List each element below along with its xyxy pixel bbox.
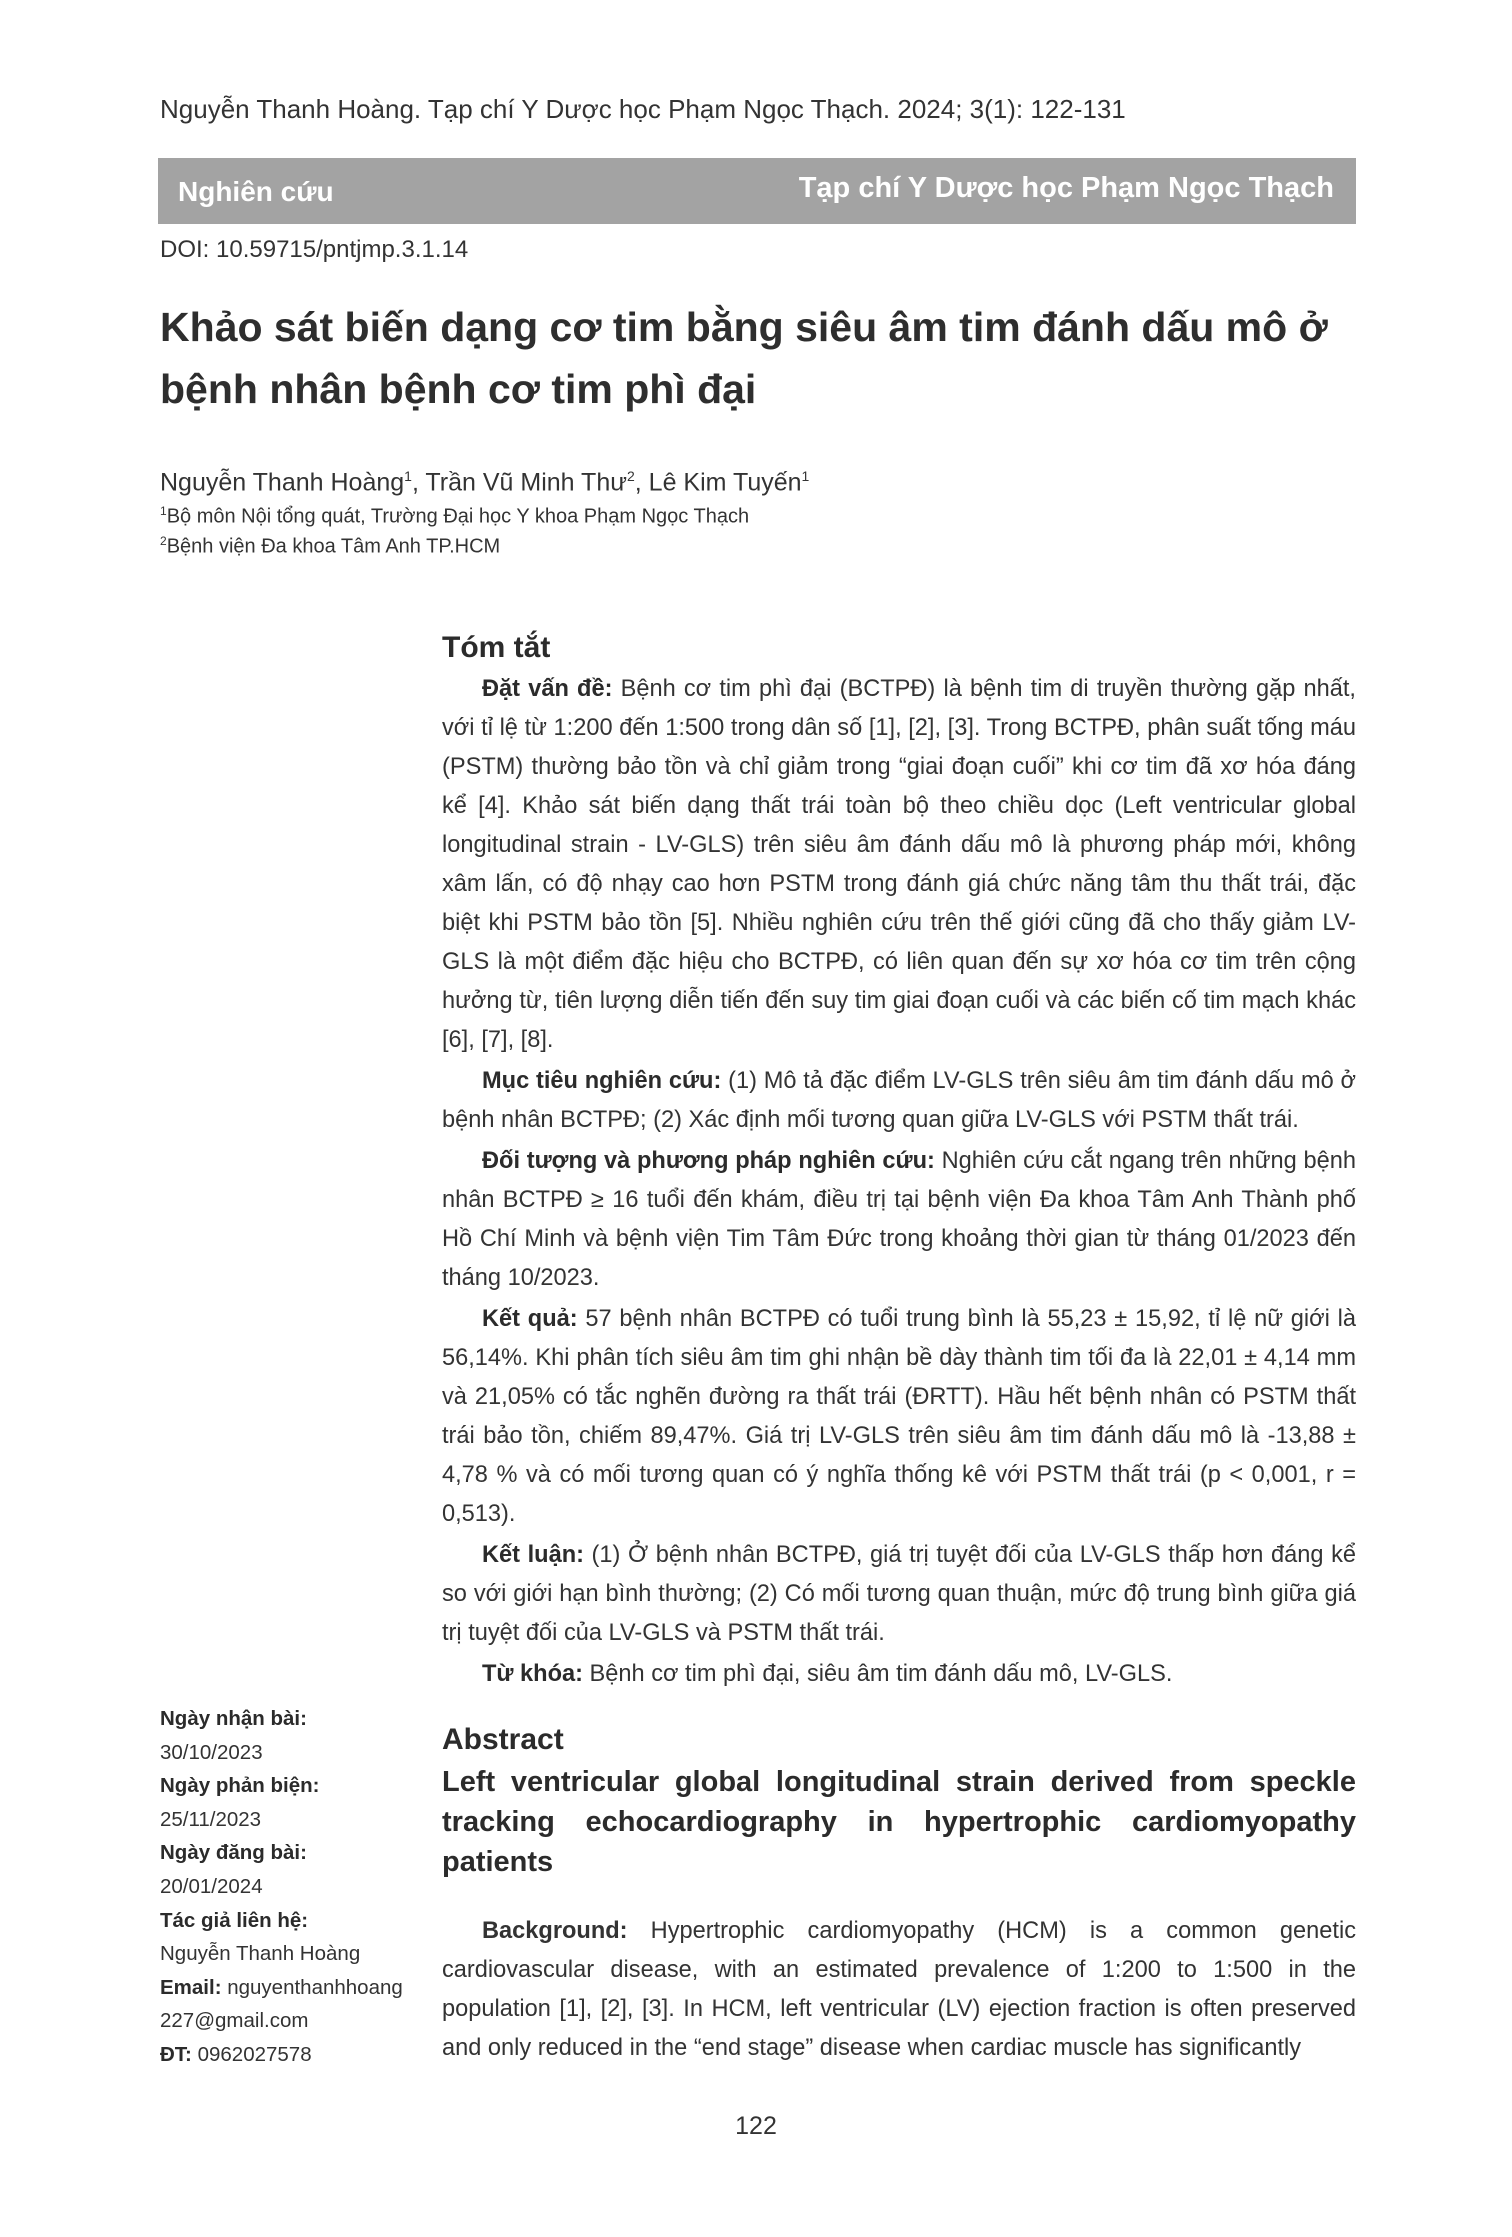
paragraph-text: Bệnh cơ tim phì đại, siêu âm tim đánh dấu mô, LV-GLS. [582,1661,1173,1687]
paragraph-text: Bệnh cơ tim phì đại (BCTPĐ) là bệnh tim di truyền thường gặp nhất, với tỉ lệ từ 1:200 đến 1:500 trong dân số [1], [2], [3]. Trong BCTPĐ, phân suất tống máu (PSTM) thường bảo tồn và chỉ giảm trong “giai đoạn cuối” khi cơ tim đã xơ hóa đáng kể [4]. Khảo sát biến dạng thất trái toàn bộ theo chiều dọc (Left ventricular global longitudinal strain - LV-GLS) trên siêu âm đánh dấu mô là phương pháp mới, không xâm lấn, có độ nhạy cao hơn PSTM trong đánh giá chức năng tâm thu thất trái, đặc biệt khi PSTM bảo tồn [5]. Nhiều nghiên cứu trên thế giới cũng đã cho thấy giảm LV-GLS là một điểm đặc hiệu cho BCTPĐ, có liên quan đến sự xơ hóa cơ tim trên cộng hưởng từ, tiên lượng diễn tiến đến suy tim giai đoạn cuối và các biến cố tim mạch khác [6], [7], [8]. [442,676,1356,1053]
article-info-sidebar [160,1702,430,2072]
author-sup: 1 [801,468,810,484]
page-number: 122 [735,2112,777,2140]
summary-paragraph [442,1300,1356,1534]
author-list: Nguyễn Thanh Hoàng$^1$, Trần Vũ Minh Thư$^2$, Lê Kim Tuyến$^1$ [160,468,810,497]
contact-label: Tác giả liên hệ: [160,1908,309,1932]
email-label: Email: [160,1975,222,1999]
paragraph-text: Nghiên cứu cắt ngang trên những bệnh nhân BCTPĐ ≥ 16 tuổi đến khám, điều trị tại bệnh viện Đa khoa Tâm Anh Thành phố Hồ Chí Minh và bệnh viện Tim Tâm Đức trong khoảng thời gian từ tháng 01/2023 đến tháng 10/2023. [442,1148,1356,1291]
phone-label: ĐT: [160,2042,192,2066]
abstract-heading: Abstract [442,1723,564,1756]
paragraph-label: Đối tượng và phương pháp nghiên cứu: [482,1148,935,1174]
citation-line: Nguyễn Thanh Hoàng. Tạp chí Y Dược học Phạm Ngọc Thạch. 2024; 3(1): 122-131 [160,94,1126,124]
received-date: 30/10/2023 [160,1740,263,1764]
author-name: Nguyễn Thanh Hoàng [160,468,405,497]
paragraph-text: 57 bệnh nhân BCTPĐ có tuổi trung bình là 55,23 ± 15,92, tỉ lệ nữ giới là 56,14%. Khi phân tích siêu âm tim ghi nhận bề dày thành tim tối đa là 22,01 ± 4,14 mm và 21,05% có tắc nghẽn đường ra thất trái (ĐRTT). Hầu hết bệnh nhân có PSTM thất trái bảo tồn, chiếm 89,47%. Giá trị LV-GLS trên siêu âm tim đánh dấu mô là -13,88 ± 4,78 % và có mối tương quan có ý nghĩa thống kê với PSTM thất trái (p < 0,001, r = 0,513). [442,1306,1356,1527]
summary-heading: Tóm tắt [442,631,551,664]
abstract-title: Left ventricular global longitudinal strain derived from speckle tracking echocardiography in hypertrophic cardiomyopathy patients [442,1766,1356,1878]
published-date: 20/01/2024 [160,1874,263,1898]
author-sup: 1 [404,468,412,484]
reviewed-date: 25/11/2023 [160,1807,262,1831]
article-title: Khảo sát biến dạng cơ tim bằng siêu âm tim đánh dấu mô ở bệnh nhân bệnh cơ tim phì đại [160,304,1328,412]
summary-section [442,628,1356,1696]
summary-paragraph [442,1142,1356,1298]
affiliation [160,504,749,529]
abstract-section [442,1718,1356,2068]
email-value-part1: nguyenthanhhoang [221,1975,403,1999]
summary-paragraph [442,670,1356,1060]
paragraph-label: Đặt vấn đề: [482,676,613,702]
summary-paragraph [442,1536,1356,1653]
paragraph-text: (1) Mô tả đặc điểm LV-GLS trên siêu âm tim đánh dấu mô ở bệnh nhân BCTPĐ; (2) Xác định mối tương quan giữa LV-GLS với PSTM thất trái. [442,1068,1356,1133]
author-sup: 2 [626,468,635,484]
author-name: Trần Vũ Minh Thư [425,468,627,497]
section-label: Nghiên cứu [178,176,334,207]
section-banner [158,158,1356,224]
phone-line [160,2038,430,2072]
phone-value: 0962027578 [191,2042,312,2066]
received-label: Ngày nhận bài: [160,1707,307,1730]
paragraph-label: Kết quả: [482,1306,578,1332]
summary-paragraph [442,1062,1356,1140]
affiliation-text: Bệnh viện Đa khoa Tâm Anh TP.HCM [166,535,501,558]
published-label: Ngày đăng bài: [160,1841,307,1865]
contact-name: Nguyễn Thanh Hoàng [160,1942,361,1966]
affiliation-sup: 2 [160,534,167,548]
background-text: Hypertrophic cardiomyopathy (HCM) is a common genetic cardiovascular disease, with an estimated prevalence of 1:200 to 1:500 in the population [1], [2], [3]. In HCM, left ventricular (LV) ejection fraction is often preserved and only reduced in the “end stage” disease when cardiac muscle has significantly [442,1918,1356,2061]
background-label: Background: [482,1918,628,1944]
paragraph-label: Kết luận: [482,1542,584,1568]
affiliation [160,534,500,559]
paragraph-label: Mục tiêu nghiên cứu: [482,1068,722,1094]
affiliation-text: Bộ môn Nội tổng quát, Trường Đại học Y khoa Phạm Ngọc Thạch [166,505,750,528]
email-value-part2: 227@gmail.com [160,2009,309,2033]
author-name: Lê Kim Tuyến [648,468,802,497]
journal-name: Tạp chí Y Dược học Phạm Ngọc Thạch [798,172,1334,204]
summary-paragraph [442,1655,1356,1694]
paragraph-text: (1) Ở bệnh nhân BCTPĐ, giá trị tuyệt đối của LV-GLS thấp hơn đáng kể so với giới hạn bình thường; (2) Có mối tương quan thuận, mức độ trung bình giữa giá trị tuyệt đối của LV-GLS và PSTM thất trái. [442,1542,1356,1646]
paragraph-label: Từ khóa: [482,1661,583,1687]
email-line [160,1971,430,2005]
doi: DOI: 10.59715/pntjmp.3.1.14 [160,236,469,263]
affiliation-sup: 1 [160,504,167,518]
abstract-paragraph [442,1912,1356,2068]
reviewed-label: Ngày phản biện: [160,1774,320,1798]
